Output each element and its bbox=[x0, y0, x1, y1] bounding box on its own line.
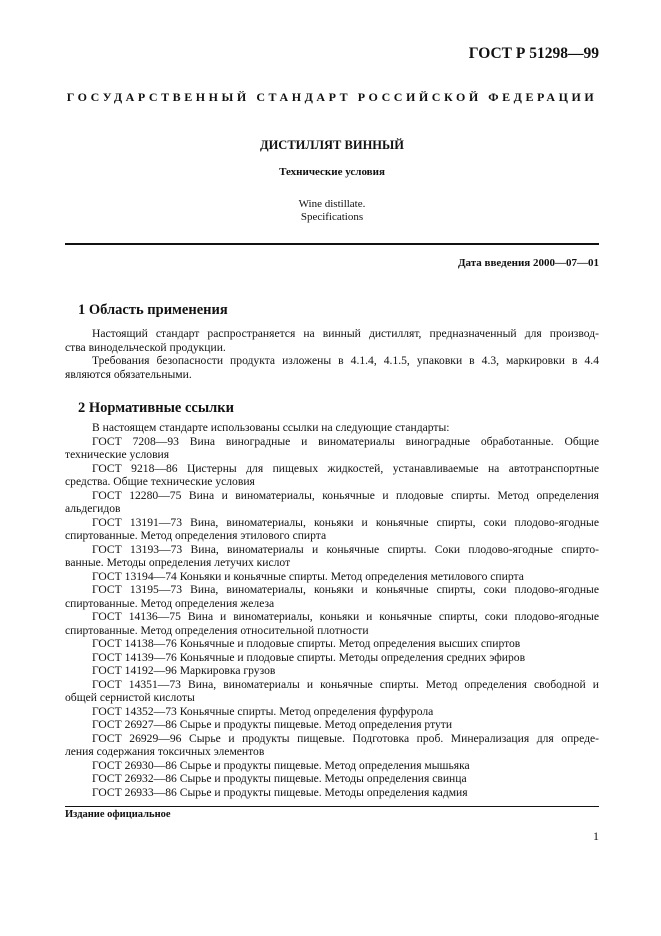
standard-code: ГОСТ Р 51298—99 bbox=[468, 45, 599, 62]
reference-item-line: ГОСТ 9218—86 Цистерны для пищевых жидкостей, устанавливаемые на автотранспортные bbox=[92, 461, 599, 475]
section-2-heading: 2 Нормативные ссылки bbox=[78, 400, 234, 416]
section-2-body bbox=[65, 421, 599, 799]
reference-item-line: ГОСТ 14351—73 Вина, виноматериалы и коньячные спирты. Метод определения свободной и bbox=[92, 677, 599, 691]
standard-banner: ГОСУДАРСТВЕННЫЙ СТАНДАРТ РОССИЙСКОЙ ФЕДЕРАЦИИ bbox=[66, 90, 598, 104]
reference-item bbox=[65, 637, 599, 651]
reference-item bbox=[65, 759, 599, 773]
reference-item bbox=[65, 705, 599, 719]
paragraph-line: Настоящий стандарт распространяется на винный дистиллят, предназначенный для производ- bbox=[92, 327, 599, 340]
footer-divider bbox=[65, 806, 599, 807]
reference-item-line: ванные. Методы определения летучих кислот bbox=[65, 556, 291, 569]
reference-item bbox=[65, 651, 599, 665]
reference-item bbox=[65, 786, 599, 800]
section-1-body bbox=[65, 327, 599, 381]
reference-item-line: ГОСТ 14136—75 Вина и виноматериалы, коньяки и коньячные спирты, соки плодово-ягодные bbox=[92, 610, 599, 623]
reference-item bbox=[65, 583, 599, 610]
reference-item-line: спиртованные. Метод определения этилового спирта bbox=[65, 529, 327, 542]
reference-item bbox=[65, 678, 599, 705]
title-en: Wine distillate. bbox=[298, 198, 366, 210]
reference-item-line: ГОСТ 26929—96 Сырье и продукты пищевые. Подготовка проб. Минерализация для опреде- bbox=[92, 731, 599, 745]
paragraph-line: Требования безопасности продукта изложены в 4.1.4, 4.1.5, упаковки в 4.3, маркировки в 4.4 bbox=[92, 354, 599, 367]
reference-item-line: ГОСТ 13193—73 Вина, виноматериалы и коньячные спирты. Соки плодово-ягодные спирто- bbox=[92, 542, 599, 556]
reference-item bbox=[65, 610, 599, 637]
reference-item bbox=[65, 516, 599, 543]
reference-item-line: ГОСТ 26932—86 Сырье и продукты пищевые. Методы определения свинца bbox=[92, 772, 467, 785]
reference-item-line: спиртованные. Метод определения относительной плотности bbox=[65, 623, 369, 637]
document-title-english bbox=[65, 198, 599, 223]
paragraph-line: ства винодельческой продукции. bbox=[65, 340, 226, 354]
reference-item bbox=[65, 732, 599, 759]
page-number: 1 bbox=[593, 829, 599, 843]
reference-item bbox=[65, 489, 599, 516]
reference-item-line: ГОСТ 26933—86 Сырье и продукты пищевые. Методы определения кадмия bbox=[92, 785, 468, 799]
reference-item bbox=[65, 462, 599, 489]
section-2-intro: В настоящем стандарте использованы ссылки на следующие стандарты: bbox=[92, 421, 450, 434]
subtitle-en: Specifications bbox=[300, 210, 364, 223]
reference-item-line: ГОСТ 7208—93 Вина виноградные и виноматериалы виноградные обработанные. Общие bbox=[92, 434, 599, 448]
reference-item-line: ГОСТ 26927—86 Сырье и продукты пищевые. Метод определения ртути bbox=[92, 718, 453, 731]
reference-item bbox=[65, 664, 599, 678]
reference-item bbox=[65, 772, 599, 786]
section-1-heading: 1 Область применения bbox=[78, 302, 228, 318]
reference-item bbox=[65, 543, 599, 570]
reference-item bbox=[65, 435, 599, 462]
document-subtitle: Технические условия bbox=[279, 166, 385, 178]
reference-item-line: средства. Общие технические условия bbox=[65, 475, 255, 488]
effective-date: Дата введения 2000—07—01 bbox=[457, 257, 599, 269]
header-divider bbox=[65, 243, 599, 245]
reference-item-line: ления содержания токсичных элементов bbox=[65, 745, 265, 758]
reference-item bbox=[65, 718, 599, 732]
reference-item-line: ГОСТ 14352—73 Коньячные спирты. Метод определения фурфурола bbox=[92, 704, 434, 718]
reference-item-line: ГОСТ 13191—73 Вина, виноматериалы, коньяки и коньячные спирты, соки плодово-ягодные bbox=[92, 515, 599, 529]
reference-item-line: технические условия bbox=[65, 448, 170, 461]
document-title: ДИСТИЛЛЯТ ВИННЫЙ bbox=[259, 138, 405, 152]
reference-item bbox=[65, 570, 599, 584]
reference-item-line: ГОСТ 14138—76 Коньячные и плодовые спирты. Метод определения высших спиртов bbox=[92, 637, 521, 650]
paragraph-line: являются обязательными. bbox=[65, 367, 192, 381]
paragraph bbox=[65, 327, 599, 354]
reference-item-line: спиртованные. Метод определения железа bbox=[65, 596, 275, 610]
reference-item-line: ГОСТ 14139—76 Коньячные и плодовые спирты. Методы определения средних эфиров bbox=[92, 650, 526, 664]
reference-item-line: ГОСТ 12280—75 Вина и виноматериалы, коньячные и плодовые спирты. Метод определения bbox=[92, 488, 599, 502]
reference-item-line: ГОСТ 14192—96 Маркировка грузов bbox=[92, 664, 276, 677]
reference-item-line: ГОСТ 26930—86 Сырье и продукты пищевые. Метод определения мышьяка bbox=[92, 758, 470, 772]
paragraph bbox=[65, 354, 599, 381]
reference-item-line: общей сернистой кислоты bbox=[65, 691, 195, 704]
edition-label: Издание официальное bbox=[65, 809, 171, 820]
reference-item-line: ГОСТ 13194—74 Коньяки и коньячные спирты. Метод определения метилового спирта bbox=[92, 569, 524, 583]
reference-item-line: альдегидов bbox=[65, 502, 121, 515]
reference-item-line: ГОСТ 13195—73 Вина, виноматериалы, коньяки и коньячные спирты, соки плодово-ягодные bbox=[92, 583, 599, 596]
